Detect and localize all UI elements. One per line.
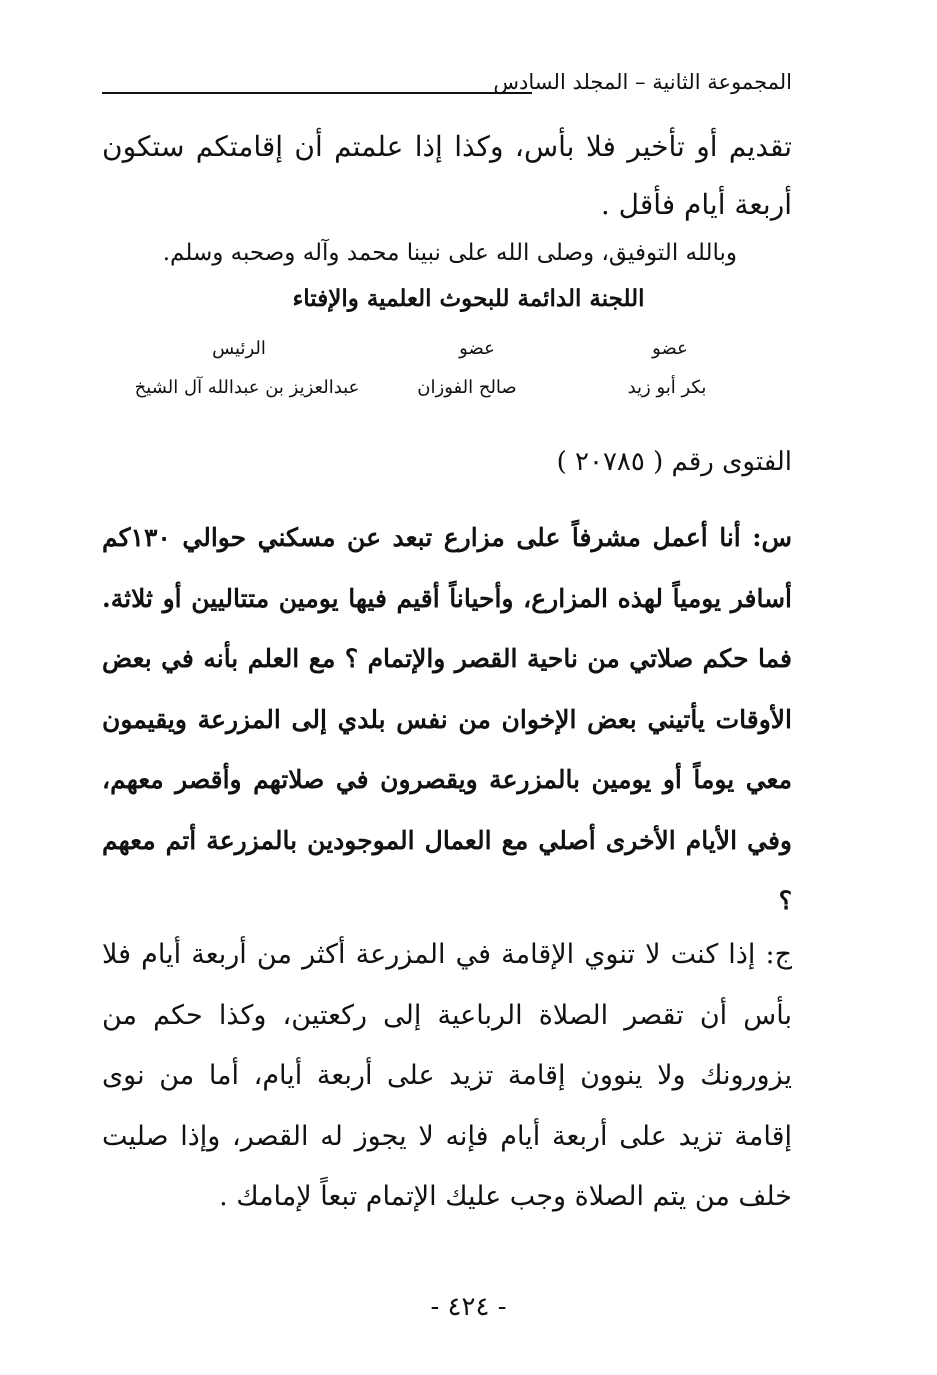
fatwa-answer: ج: إذا كنت لا تنوي الإقامة في المزرعة أكثر من أربعة أيام فلا بأس أن تقصر الصلاة الرباعية إلى ركعتين، وكذا حكم من يزورونك ولا ينوون إقامة تزيد على أربعة أيام، أما من نوى إقامة تزيد على أربعة أيام فإنه لا يجوز له القصر، وإذا صليت خلف من يتم الصلاة وجب عليك الإتمام تبعاً لإمامك . — [102, 939, 792, 1212]
signatory-role-3: الرئيس — [212, 338, 266, 359]
signatory-name-2: صالح الفوزان — [417, 377, 517, 398]
committee-name: اللجنة الدائمة للبحوث العلمية والإفتاء — [292, 285, 645, 312]
header-title: المجموعة الثانية – المجلد السادس — [493, 70, 792, 94]
signatory-name-1: بكر أبو زيد — [627, 377, 707, 398]
running-header — [102, 66, 792, 106]
signatory-role-2: عضو — [459, 338, 495, 359]
fatwa-number: الفتوى رقم ( ٢٠٧٨٥ ) — [556, 447, 792, 477]
header-rule — [102, 92, 532, 94]
signatory-name-3: عبدالعزيز بن عبدالله آل الشيخ — [134, 377, 360, 398]
continuation-paragraph: تقديم أو تأخير فلا بأس، وكذا إذا علمتم أن إقامتكم ستكون أربعة أيام فأقل . — [102, 130, 792, 221]
fatwa-question: س: أنا أعمل مشرفاً على مزارع تبعد عن مسكني حوالي ١٣٠كم أسافر يومياً لهذه المزارع، وأحياناً أقيم فيها يومين متتاليين أو ثلاثة. فما حكم صلاتي من ناحية القصر والإتمام ؟ مع العلم بأنه في بعض الأوقات يأتيني بعض الإخوان من نفس بلدي إلى المزرعة ويقيمون معي يوماً أو يومين بالمزرعة ويقصرون في صلاتهم وأقصر معهم، وفي الأيام الأخرى أصلي مع العمال الموجودين بالمزرعة أتم معهم ؟ — [102, 523, 792, 915]
signatory-role-1: عضو — [652, 338, 688, 359]
page-number: - ٤٢٤ - — [430, 1292, 507, 1322]
closing-line: وبالله التوفيق، وصلى الله على نبينا محمد وآله وصحبه وسلم. — [162, 240, 737, 266]
